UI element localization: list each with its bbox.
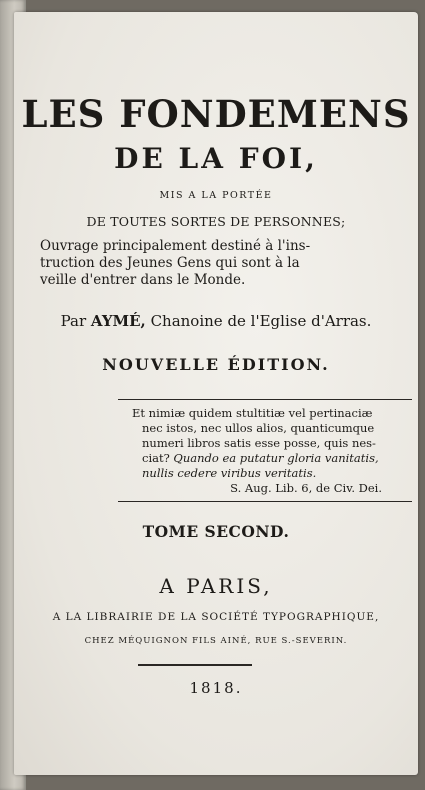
subtitle-line-2: DE TOUTES SORTES DE PERSONNES; — [86, 214, 346, 229]
title-line-1: LES FONDEMENS — [21, 92, 411, 136]
epigraph-line-4-italic: Quando ea putatur gloria vanitatis, — [173, 451, 379, 465]
description-line-2: truction des Jeunes Gens qui sont à la — [40, 255, 300, 271]
epigraph-line-3: numeri libros satis esse posse, quis nes- — [142, 436, 376, 450]
epigraph-source: S. Aug. Lib. 6, de Civ. Dei. — [230, 481, 382, 495]
author-line — [14, 312, 418, 330]
year-label: 1818. — [189, 679, 243, 697]
epigraph-line-4 — [132, 451, 402, 466]
epigraph-line-5: nullis cedere viribus veritatis. — [142, 466, 317, 480]
volume-label: TOME SECOND. — [142, 522, 290, 541]
publisher-line-2: CHEZ MÉQUIGNON FILS AINÉ, RUE S.-SEVERIN. — [84, 636, 348, 646]
place-label: A PARIS, — [159, 574, 273, 598]
description-line-1: Ouvrage principalement destiné à l'ins- — [40, 238, 311, 254]
top-rule — [118, 399, 412, 400]
epigraph — [132, 406, 402, 496]
year-rule — [138, 664, 252, 666]
bottom-rule — [118, 501, 412, 502]
epigraph-line-4-plain: ciat? — [142, 451, 170, 465]
edition-label: NOUVELLE ÉDITION. — [102, 355, 330, 374]
title-line-2: DE LA FOI, — [114, 142, 318, 175]
epigraph-line-2: nec istos, nec ullos alios, quanticumque — [142, 421, 375, 435]
author-name: AYMÉ, — [90, 312, 146, 330]
author-prefix: Par — [60, 312, 87, 330]
publisher-line-1: A LA LIBRAIRIE DE LA SOCIÉTÉ TYPOGRAPHIQUE, — [52, 611, 380, 623]
description-line-3: veille d'entrer dans le Monde. — [40, 272, 246, 288]
epigraph-line-1: Et nimiæ quidem stultitiæ vel pertinaciæ — [132, 406, 373, 420]
subtitle-line-1: MIS A LA PORTÉE — [159, 190, 273, 201]
title-page — [14, 12, 418, 775]
author-role: Chanoine de l'Eglise d'Arras. — [150, 312, 372, 330]
